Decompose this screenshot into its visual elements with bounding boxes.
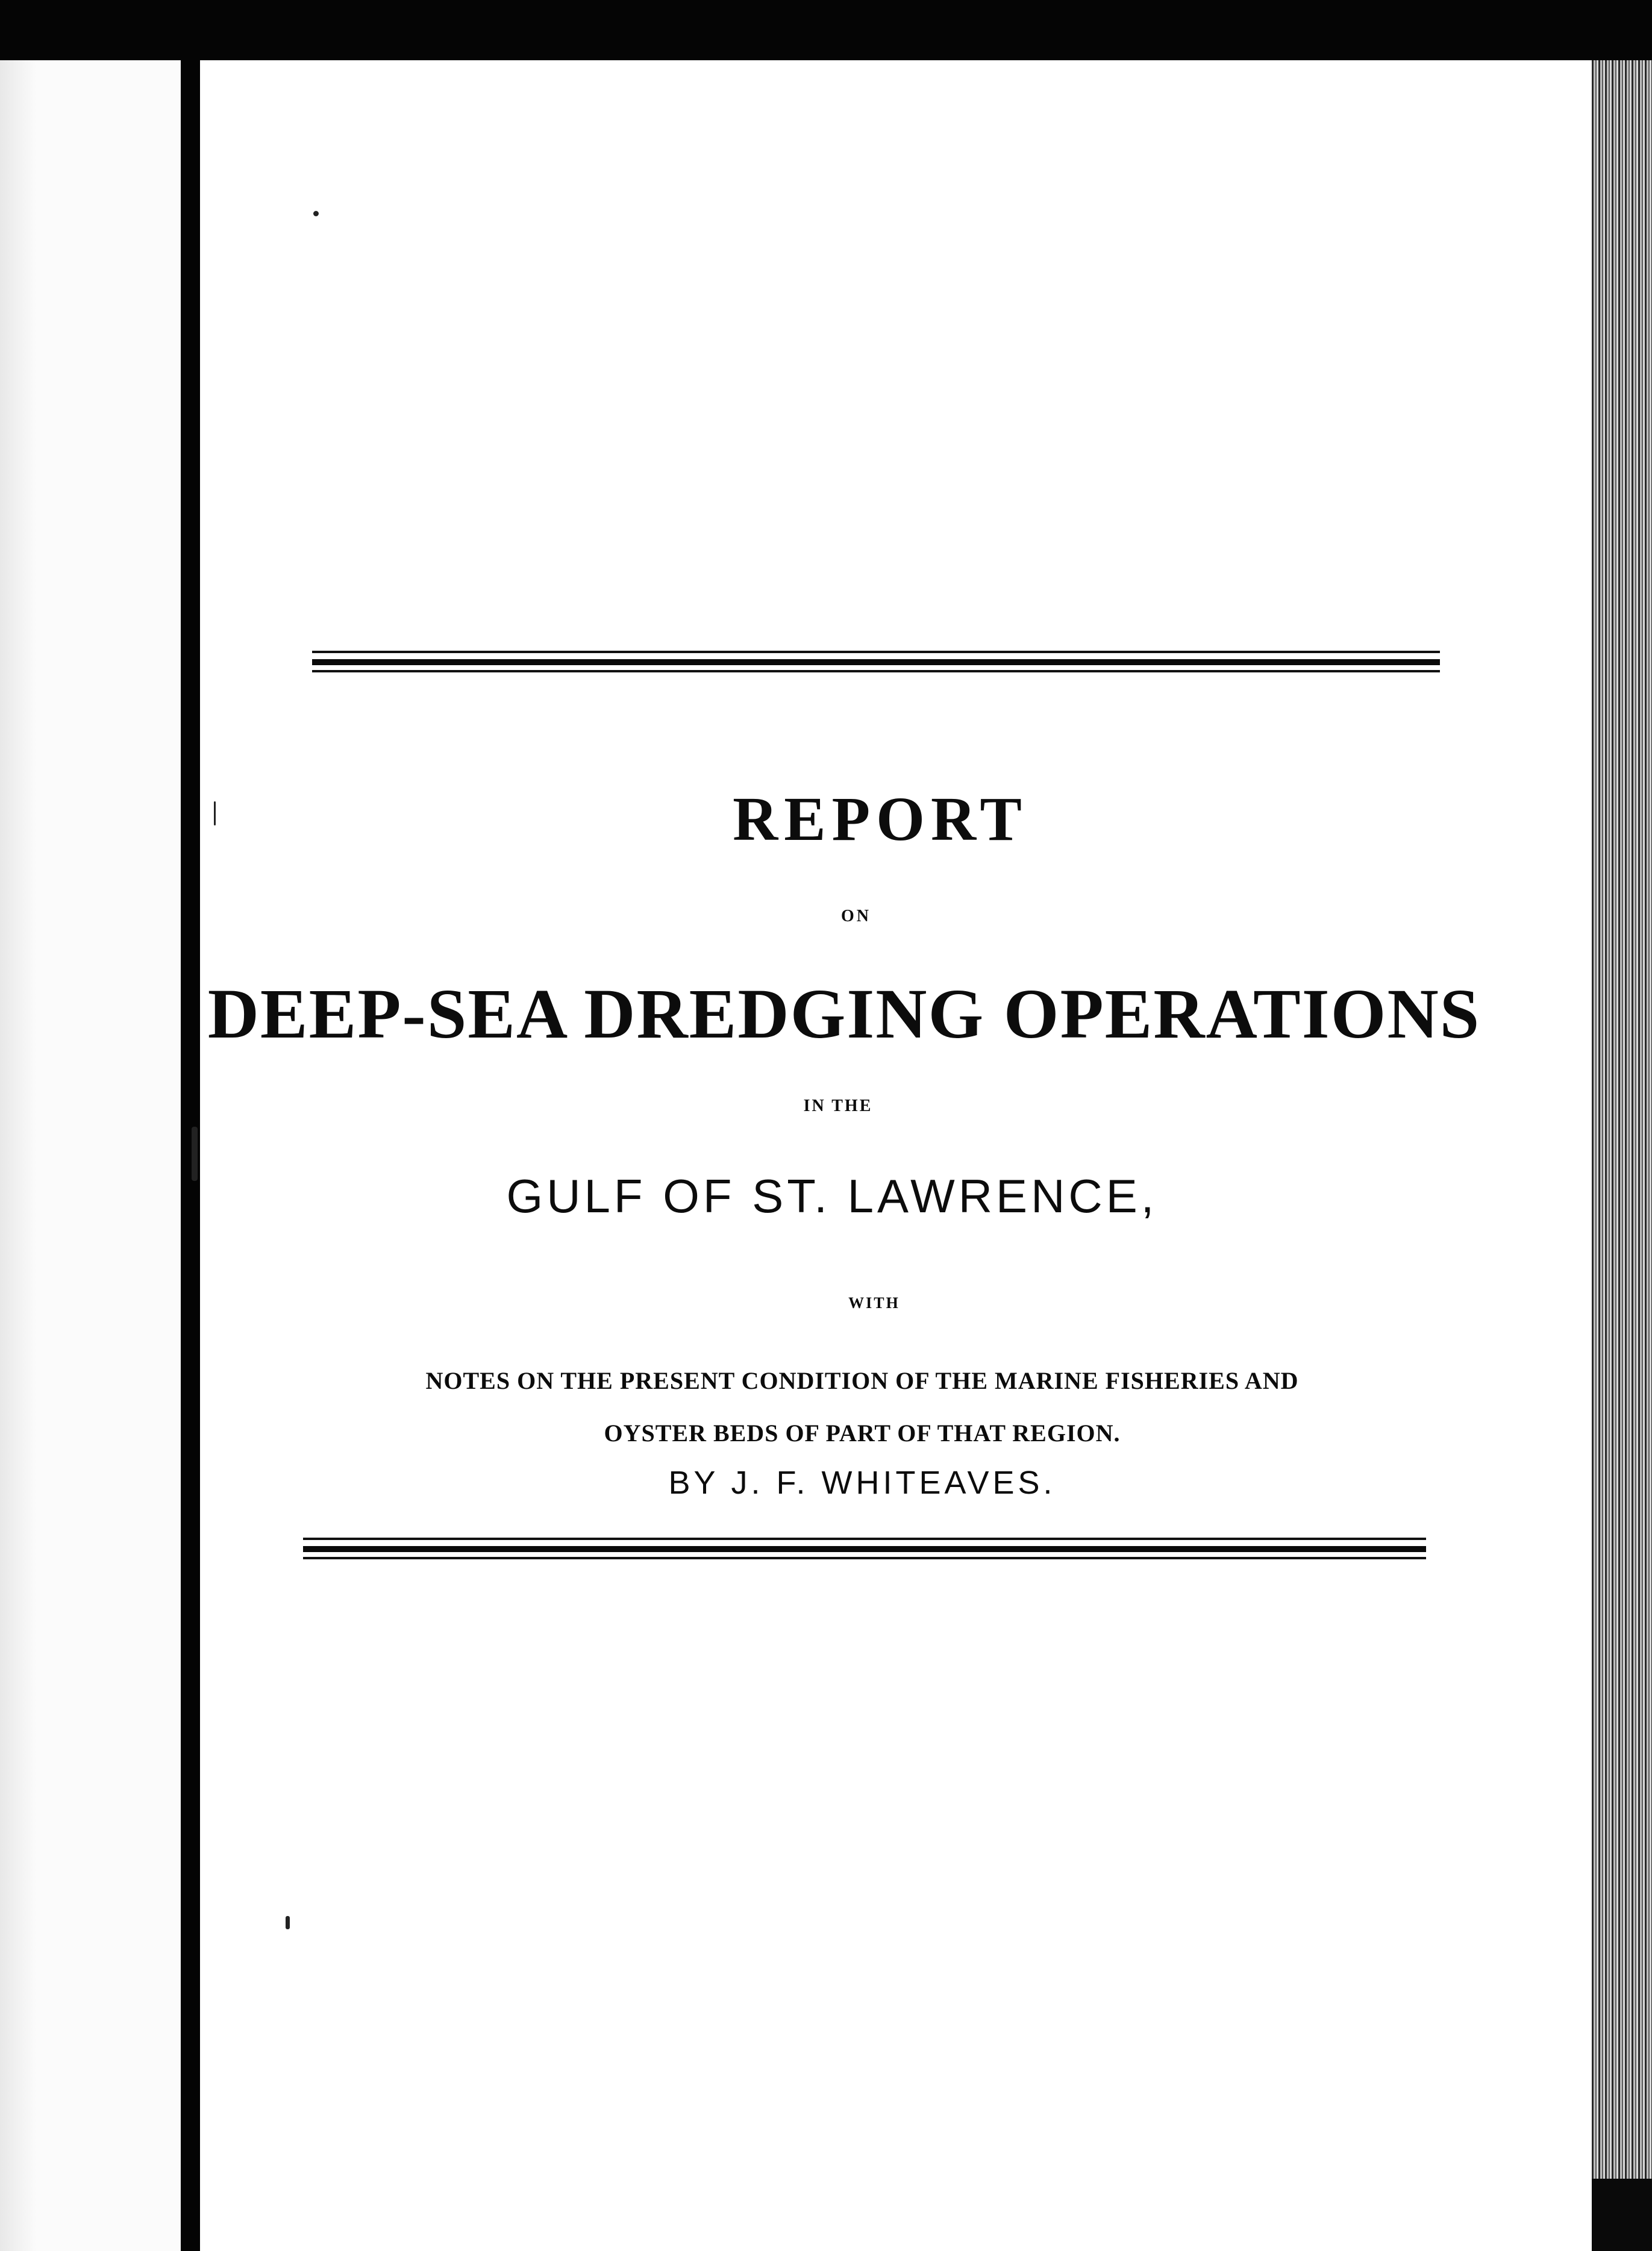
title-notes-line-1: NOTES ON THE PRESENT CONDITION OF THE MARINE FISHERIES AND [425,1367,1299,1394]
scan-top-border [0,0,1652,60]
facing-page-shadow [0,60,36,2251]
facing-page-edge [0,60,181,2251]
title-on: ON [841,907,871,925]
title-notes-line-2: OYSTER BEDS OF PART OF THAT REGION. [604,1420,1121,1447]
top-rule-thin [312,651,1440,653]
title-page [200,60,1592,2251]
title-subject: DEEP-SEA DREDGING OPERATIONS [207,974,1481,1053]
bottom-rule-thin-lower [303,1557,1426,1559]
title-with: WITH [848,1294,900,1312]
title-author: BY J. F. WHITEAVES. [668,1465,1056,1501]
top-rule-thick [312,659,1440,665]
title-location: GULF OF ST. LAWRENCE, [506,1169,1158,1223]
bottom-rule-thick [303,1546,1426,1552]
scan-speck [313,211,319,216]
scan-speck [214,801,216,825]
top-rule-thin-lower [312,670,1440,672]
page-edges [1592,60,1652,2251]
title-in-the: IN THE [803,1097,873,1115]
bottom-rule-thin [303,1538,1426,1540]
title-report: REPORT [733,784,1028,854]
scan-speck [286,1916,290,1929]
page-edges-shadow [1592,2179,1652,2251]
scan-speck [192,1127,198,1181]
